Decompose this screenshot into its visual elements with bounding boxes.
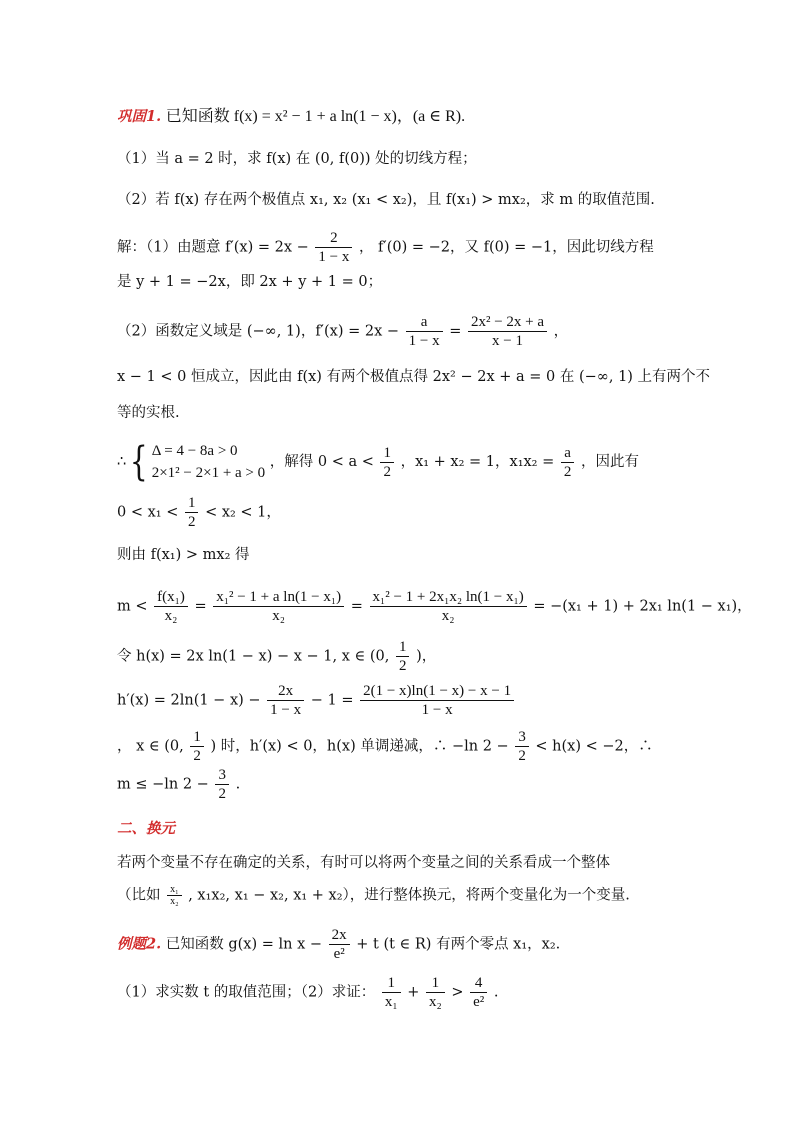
fraction: $\frac{a}{2}$ bbox=[561, 444, 575, 481]
fraction: $\frac{1}{2}$ bbox=[185, 494, 199, 531]
solution-2a: （2）函数定义域是 (−∞, 1)，f′(x) = 2x − $\frac{a}{1 - x}$ = $\frac{\text{2x² − 2x + a}}{x - 1}$ ， bbox=[117, 314, 569, 349]
system-line: ∴{ Δ = 4 − 8a > 0 2×1² − 2×1 + a > 0 ，解得 0 < a < $\frac{1}{2}$ ，x₁ + x₂ = 1，x₁x₂ = $\frac{a}{2}$ ，因此有 bbox=[117, 439, 639, 485]
problem-tag: 巩固1. bbox=[117, 108, 162, 125]
question-1: （1）当 a = 2 时，求 f(x) 在 (0, f(0)) 处的切线方程； bbox=[117, 151, 477, 167]
example-questions: （1）求实数 t 的取值范围；（2）求证： $\frac{1}{\text{x₁}}$ + $\frac{1}{\text{x₂}}$ > $\frac{4}{\text{e²}}$ . bbox=[117, 975, 499, 1010]
fraction: $\frac{\text{2x² − 2x + a}}{x - 1}$ bbox=[468, 313, 547, 350]
equation-system: Δ = 4 − 8a > 0 2×1² − 2×1 + a > 0 bbox=[151, 443, 266, 481]
fraction: $\frac{2(1 - x)\ln(1 - x) - x - 1}{1 - x}$ bbox=[360, 682, 514, 719]
h-definition: 令 h(x) = 2x ln(1 − x) − x − 1, x ∈ (0, $\frac{1}{2}$ )， bbox=[117, 639, 437, 674]
fraction: $\frac{3}{2}$ bbox=[215, 766, 229, 803]
solution-2b: x − 1 < 0 恒成立，因此由 f(x) 有两个极值点得 2x² − 2x + a = 0 在 (−∞, 1) 上有两个不 bbox=[117, 369, 711, 385]
from-line: 则由 f(x₁) > mx₂ 得 bbox=[117, 547, 250, 563]
solution-1a: 解：（1）由题意 f′(x) = 2x − $\frac{2}{1 - x}$ ， f′(0) = −2，又 f(0) = −1，因此切线方程 bbox=[117, 230, 654, 265]
fraction: $\frac{1}{\text{x₂}}$ bbox=[426, 974, 445, 1011]
monotonic-line: ， x ∈ (0, $\frac{1}{2}$ ) 时，h′(x) < 0，h(x) 单调递减，∴ −ln 2 − $\frac{3}{2}$ < h(x) < −2，∴ bbox=[117, 729, 653, 764]
fraction: $\frac{a}{1 - x}$ bbox=[406, 313, 443, 350]
solution-2c: 等的实根. bbox=[117, 405, 180, 421]
fraction: $\frac{3}{2}$ bbox=[515, 728, 529, 765]
problem-statement bbox=[117, 106, 694, 128]
brace-icon: { bbox=[130, 439, 148, 485]
question-2: （2）若 f(x) 存在两个极值点 x₁, x₂ (x₁ < x₂)，且 f(x₁) > mx₂，求 m 的取值范围. bbox=[117, 192, 655, 208]
h-derivative: h′(x) = 2ln(1 − x) − $\frac{2x}{1 - x}$ − 1 = $\frac{2(1 - x)\ln(1 - x) - x - 1}{1 - x}$ bbox=[117, 682, 694, 719]
section-paragraph-1: 若两个变量不存在确定的关系，有时可以将两个变量之间的关系看成一个整体 bbox=[117, 855, 610, 871]
fraction: $\frac{1}{2}$ bbox=[396, 638, 410, 675]
fraction: $\frac{\text{x₁² − 1 + 2x₁x₂ ln(1 − x₁)}}{\text{x₂}}$ bbox=[370, 588, 527, 625]
fraction: $\frac{2x}{\text{e²}}$ bbox=[329, 926, 350, 963]
fraction: $\frac{\text{f(x₁)}}{\text{x₂}}$ bbox=[154, 588, 188, 625]
fraction: $\frac{2x}{1 - x}$ bbox=[267, 682, 304, 719]
solution-1b: 是 y + 1 = −2x，即 2x + y + 1 = 0； bbox=[117, 274, 383, 290]
section-paragraph-2: （比如 $\frac{\text{x₁}}{\text{x₂}}$ , x₁x₂, x₁ − x₂, x₁ + x₂），进行整体换元，将两个变量化为一个变量. bbox=[117, 884, 630, 907]
fraction: $\frac{2}{1 - x}$ bbox=[315, 229, 352, 266]
fraction: $\frac{1}{2}$ bbox=[190, 728, 204, 765]
example-tag: 例题2. bbox=[117, 935, 162, 953]
result-line: m ≤ −ln 2 − $\frac{3}{2}$ . bbox=[117, 767, 241, 802]
fraction: $\frac{1}{2}$ bbox=[380, 444, 394, 481]
fraction: $\frac{\text{x₁}}{\text{x₂}}$ bbox=[167, 884, 182, 907]
example-statement: 例题2. 已知函数 g(x) = ln x − $\frac{2x}{\text{e²}}$ + t (t ∈ R) 有两个零点 x₁，x₂. bbox=[117, 927, 561, 962]
problem-stem: 已知函数 f(x) = x² − 1 + a ln(1 − x)，(a ∈ R). bbox=[165, 108, 466, 125]
inequality-line: 0 < x₁ < $\frac{1}{2}$ < x₂ < 1， bbox=[117, 495, 281, 530]
fraction: $\frac{\text{x₁² − 1 + a ln(1 − x₁)}}{\text{x₂}}$ bbox=[213, 588, 344, 625]
fraction: $\frac{4}{\text{e²}}$ bbox=[470, 974, 487, 1011]
fraction: $\frac{1}{\text{x₁}}$ bbox=[382, 974, 401, 1011]
section-title: 二、换元 bbox=[117, 820, 175, 837]
m-inequality: m < $\frac{\text{f(x₁)}}{\text{x₂}}$ = $\frac{\text{x₁² − 1 + a ln(1 − x₁)}}{\text{x₂}}$ = $\frac{\text{x₁² − 1 + 2x₁x₂ ln(1 − x₁)}}{\text{x₂}}$ = −(x₁ + 1) + 2x₁ ln(1 − x₁)， bbox=[117, 589, 752, 624]
